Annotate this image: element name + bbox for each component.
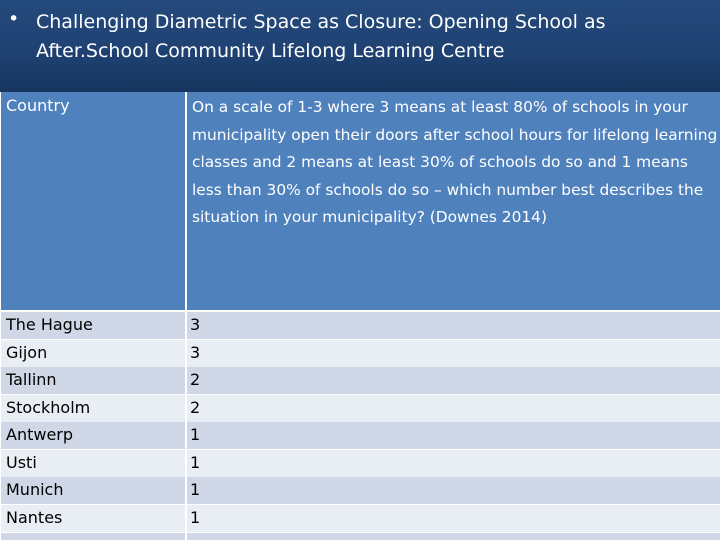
country-cell: Antwerp — [1, 422, 185, 449]
table-row — [0, 422, 720, 449]
value-cell — [187, 533, 720, 540]
value-cell: 1 — [187, 450, 720, 477]
country-cell: Munich — [1, 477, 185, 504]
table-row — [0, 340, 720, 367]
table-row — [0, 367, 720, 394]
slide-title: Challenging Diametric Space as Closure: Opening School as After.School Community Lifelong Learning Centre — [36, 11, 606, 62]
table-row — [0, 505, 720, 532]
data-table — [0, 92, 720, 540]
country-cell: Usti — [1, 450, 185, 477]
table-row — [0, 477, 720, 504]
table-row-cut-off — [0, 533, 720, 540]
value-cell: 1 — [187, 505, 720, 532]
value-cell: 3 — [187, 340, 720, 367]
value-cell: 2 — [187, 395, 720, 422]
column-header-country: Country — [1, 92, 185, 310]
country-cell: Stockholm — [1, 395, 185, 422]
value-cell: 3 — [187, 312, 720, 339]
country-cell: Tallinn — [1, 367, 185, 394]
table-row — [0, 450, 720, 477]
table-row — [0, 312, 720, 339]
table-row — [0, 395, 720, 422]
value-cell: 1 — [187, 477, 720, 504]
country-cell: The Hague — [1, 312, 185, 339]
country-cell: Nantes — [1, 505, 185, 532]
value-cell: 1 — [187, 422, 720, 449]
country-cell: Gijon — [1, 340, 185, 367]
bullet-icon: • — [8, 8, 20, 30]
country-cell — [1, 533, 185, 540]
slide-title-bar — [0, 0, 720, 92]
value-cell: 2 — [187, 367, 720, 394]
column-header-question: On a scale of 1-3 where 3 means at least 80% of schools in your municipality open their doors after school hours for lifelong learning classes and 2 means at least 30% of schools do so and 1 means less than 30% of schools do so – which number best describes the situation in your municipality? (Downes 2014) — [187, 92, 720, 310]
